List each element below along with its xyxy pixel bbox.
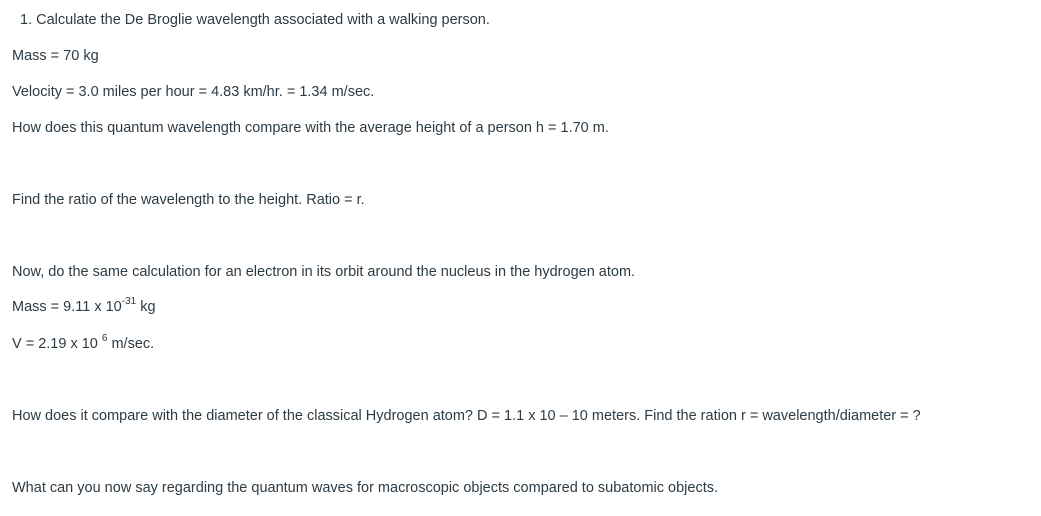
- velocity-text: Velocity = 3.0 miles per hour = 4.83 km/hr. = 1.34 m/sec.: [12, 84, 375, 100]
- electron-intro-text: Now, do the same calculation for an electron in its orbit around the nucleus in the hydrogen atom.: [12, 264, 636, 280]
- mass-text: Mass = 70 kg: [12, 48, 99, 64]
- compare-height-text: How does this quantum wavelength compare with the average height of a person h = 1.70 m.: [12, 120, 609, 136]
- electron-mass-prefix: Mass = 9.11 x 10: [12, 299, 122, 315]
- electron-mass-exponent: -31: [121, 296, 137, 308]
- conclusion-text: What can you now say regarding the quantum waves for macroscopic objects compared to subatomic objects.: [12, 480, 719, 496]
- electron-mass-text: [12, 297, 156, 317]
- electron-velocity-exponent: 6: [101, 333, 108, 345]
- compare-diameter-text: How does it compare with the diameter of the classical Hydrogen atom? D = 1.1 x 10 – 10 meters. Find the ration r = wavelength/diameter = ?: [12, 408, 921, 424]
- electron-mass-suffix: kg: [136, 299, 156, 315]
- ratio-text: Find the ratio of the wavelength to the height. Ratio = r.: [12, 192, 365, 208]
- electron-velocity-prefix: V = 2.19 x 10: [12, 336, 102, 352]
- electron-velocity-suffix: m/sec.: [107, 336, 155, 352]
- electron-velocity-text: [12, 334, 154, 354]
- question-title: 1. Calculate the De Broglie wavelength associated with a walking person.: [20, 12, 490, 28]
